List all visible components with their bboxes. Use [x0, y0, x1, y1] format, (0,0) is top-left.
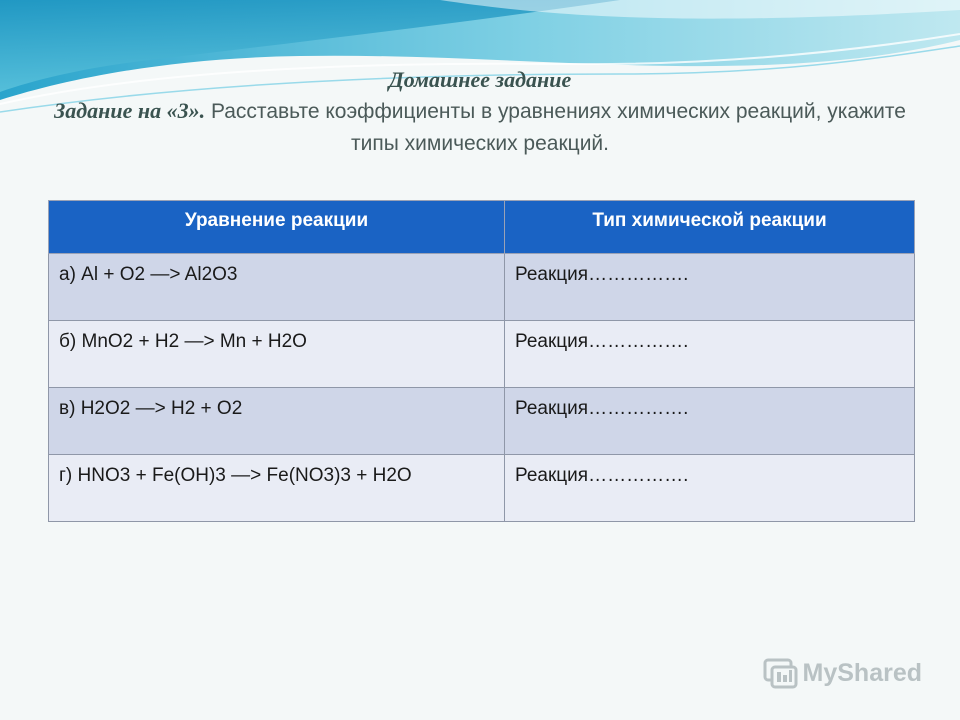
watermark-text: MyShared — [802, 658, 922, 687]
table-row — [49, 455, 915, 522]
slide-heading — [40, 64, 920, 159]
table-header-row — [49, 201, 915, 254]
table-row — [49, 388, 915, 455]
table-row — [49, 254, 915, 321]
reaction-type-cell: Реакция……………. — [505, 254, 915, 321]
table-row — [49, 321, 915, 388]
equation-cell: в) H2O2 —> H2 + O2 — [49, 388, 505, 455]
reaction-type-cell: Реакция……………. — [505, 321, 915, 388]
task-instructions: Расставьте коэффициенты в уравнениях химических реакций, укажите типы химических реакций. — [205, 100, 906, 155]
myshared-watermark — [763, 656, 922, 690]
header-reaction-type: Тип химической реакции — [505, 201, 915, 254]
equation-cell: б) MnO2 + H2 —> Mn + H2O — [49, 321, 505, 388]
equation-cell: г) HNO3 + Fe(OH)3 —> Fe(NO3)3 + H2O — [49, 455, 505, 522]
header-equation: Уравнение реакции — [49, 201, 505, 254]
shared-logo-icon — [763, 656, 799, 690]
task-label: Задание на «3». — [54, 98, 206, 123]
reaction-type-cell: Реакция……………. — [505, 388, 915, 455]
reaction-type-cell: Реакция……………. — [505, 455, 915, 522]
reactions-table — [48, 200, 915, 522]
homework-title: Домашнее задание — [388, 67, 572, 92]
equation-cell: а) Al + O2 —> Al2O3 — [49, 254, 505, 321]
